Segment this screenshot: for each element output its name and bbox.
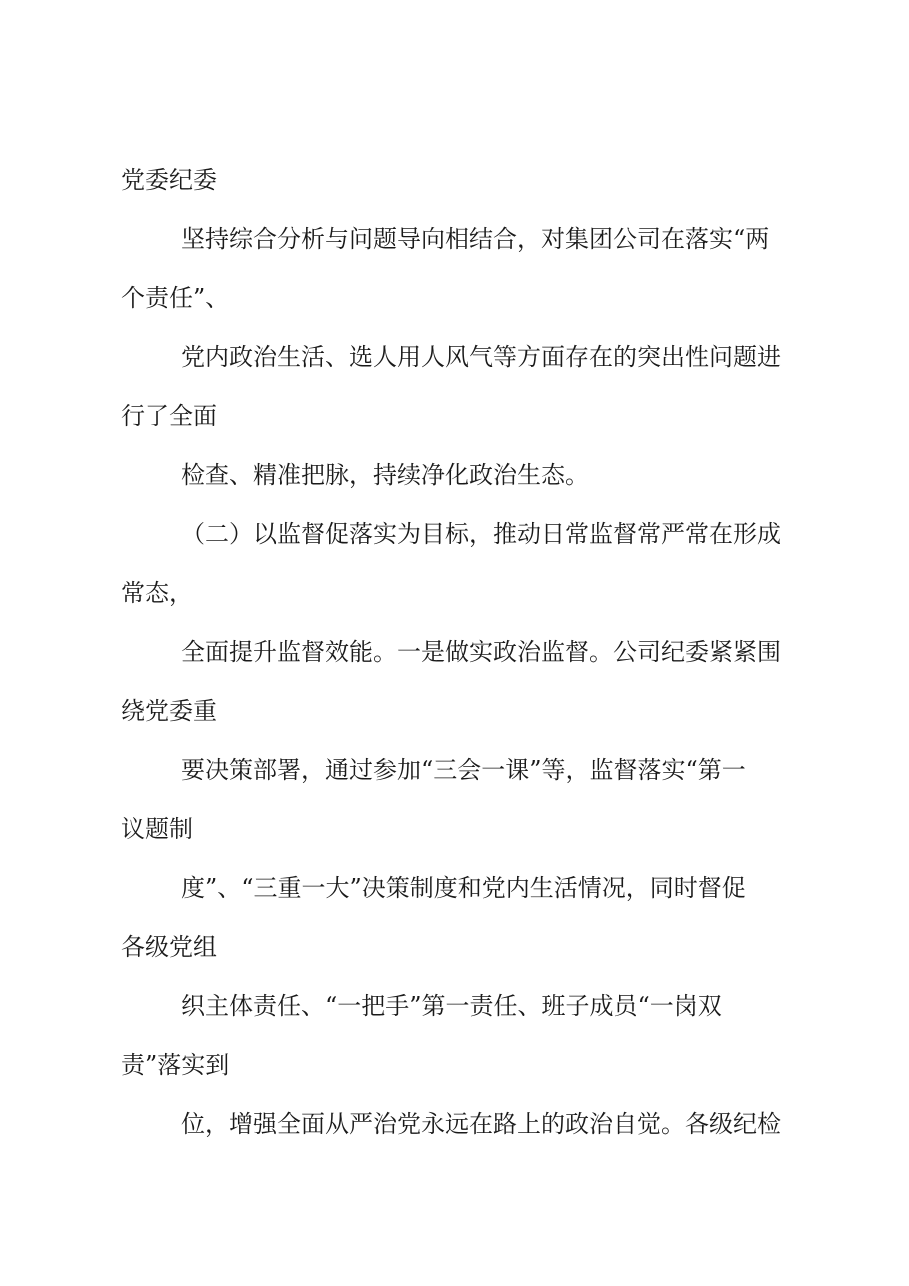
document-body <box>121 163 797 1141</box>
text-line: 党委纪委 <box>121 166 217 194</box>
text-line: 全面提升监督效能。一是做实政治监督。公司纪委紧紧围 <box>181 638 781 666</box>
text-line: 织主体责任、“一把手”第一责任、班子成员“一岗双 <box>181 992 722 1020</box>
text-line: 坚持综合分析与问题导向相结合，对集团公司在落实“两 <box>181 225 770 253</box>
text-line: 个责任”、 <box>121 284 230 312</box>
text-line: （二）以监督促落实为目标，推动日常监督常严常在形成 <box>181 520 781 548</box>
text-line: 责”落实到 <box>121 1051 230 1079</box>
text-line: 行了全面 <box>121 402 217 430</box>
text-line: 检查、精准把脉，持续净化政治生态。 <box>181 461 589 489</box>
text-line: 绕党委重 <box>121 697 217 725</box>
text-line: 常态， <box>121 579 193 607</box>
text-line: 度”、“三重一大”决策制度和党内生活情况，同时督促 <box>181 874 746 902</box>
text-line: 位，增强全面从严治党永远在路上的政治自觉。各级纪检 <box>181 1110 781 1138</box>
text-line: 党内政治生活、选人用人风气等方面存在的突出性问题进 <box>181 343 781 371</box>
text-line: 议题制 <box>121 815 193 843</box>
text-line: 各级党组 <box>121 933 217 961</box>
text-line: 要决策部署，通过参加“三会一课”等，监督落实“第一 <box>181 756 746 784</box>
